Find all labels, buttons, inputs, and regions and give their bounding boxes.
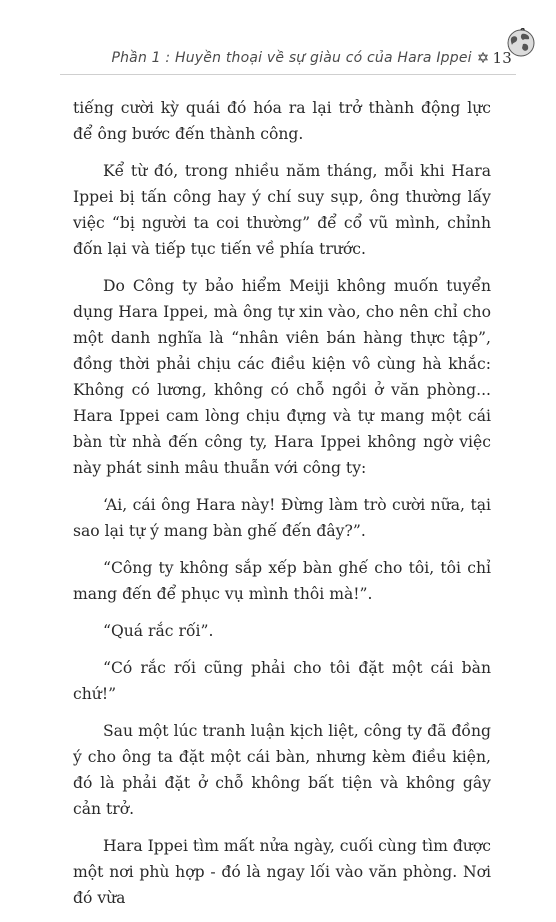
running-header bbox=[60, 44, 512, 72]
dialogue-line: “Có rắc rối cũng phải cho tôi đặt một cái bàn chứ!” bbox=[73, 659, 491, 703]
dialogue-line: “Quá rắc rối”. bbox=[103, 622, 214, 640]
dialogue-line: ‘Ai, cái ông Hara này! Đừng làm trò cười nữa, tại sao lại tự ý mang bàn ghế đến đây?”. bbox=[73, 496, 491, 540]
header-divider bbox=[60, 74, 516, 75]
paragraph: Do Công ty bảo hiểm Meiji không muốn tuyển dụng Hara Ippei, mà ông tự xin vào, cho nên chỉ cho một danh nghĩa là “nhân viên bán hàng thực tập”, đồng thời phải chịu các điều kiện vô cùng hà khắc: Không có lương, không có chỗ ngồi ở văn phòng... Hara Ippei cam lòng chịu đựng và tự mang một cái bàn từ nhà đến công ty, Hara Ippei không ngờ việc này phát sinh mâu thuẫn với công ty: bbox=[73, 277, 491, 477]
paragraph: Hara Ippei tìm mất nửa ngày, cuối cùng tìm được một nơi phù hợp - đó là ngay lối vào văn phòng. Nơi đó vừa bbox=[73, 837, 491, 907]
page-number: 13 bbox=[492, 49, 512, 67]
globe-icon bbox=[506, 28, 536, 58]
body-text bbox=[73, 95, 491, 922]
dialogue-line: “Công ty không sắp xếp bàn ghế cho tôi, tôi chỉ mang đến để phục vụ mình thôi mà!”. bbox=[73, 559, 491, 603]
running-title: Phần 1 : Huyền thoại về sự giàu có của Hara Ippei bbox=[111, 50, 472, 66]
star-of-david-icon: ✡ bbox=[476, 49, 490, 67]
paragraph: Kể từ đó, trong nhiều năm tháng, mỗi khi Hara Ippei bị tấn công hay ý chí suy sụp, ông thường lấy việc “bị người ta coi thường” để cổ vũ mình, chỉnh đốn lại và tiếp tục tiến về phía trước. bbox=[73, 162, 491, 258]
paragraph: Sau một lúc tranh luận kịch liệt, công ty đã đồng ý cho ông ta đặt một cái bàn, nhưng kèm điều kiện, đó là phải đặt ở chỗ không bất tiện và không gây cản trở. bbox=[73, 722, 491, 818]
paragraph: tiếng cười kỳ quái đó hóa ra lại trở thành động lực để ông bước đến thành công. bbox=[73, 99, 491, 143]
